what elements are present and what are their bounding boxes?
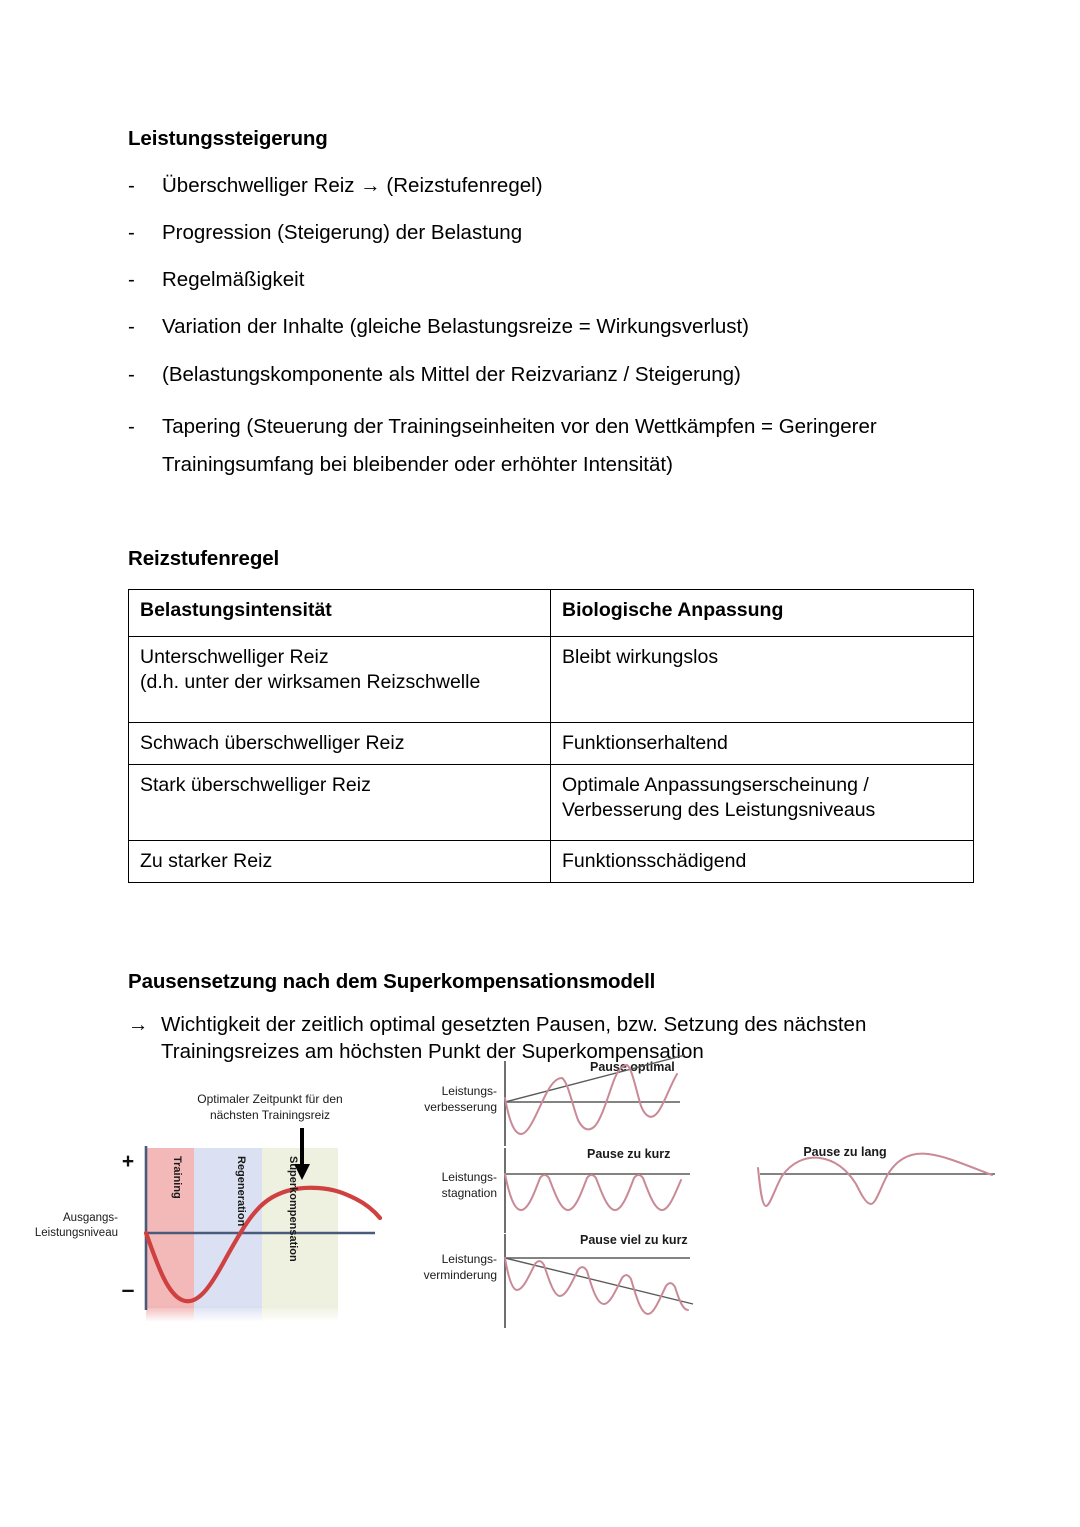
cell-line: Funktionsschädigend (562, 850, 747, 873)
axis-plus-label: + (121, 1150, 135, 1173)
list-item (128, 172, 973, 199)
cell-line: Optimale Anpassungserscheinung / (562, 774, 869, 797)
cell-line: Verbesserung des Leistungsniveaus (562, 799, 876, 822)
band-label-training: Training (171, 1156, 183, 1199)
list-item-text: (Belastungskomponente als Mittel der Reizvarianz / Steigerung) (162, 362, 741, 386)
cell-line: Zu starker Reiz (140, 850, 273, 873)
reizstufenregel-heading: Reizstufenregel (128, 546, 280, 570)
supercompensation-chart (35, 1092, 380, 1322)
side-label-line2: verbesserung (424, 1100, 497, 1114)
table-cell (129, 841, 551, 883)
pause-zu-kurz-chart (442, 1147, 690, 1233)
list-item (128, 361, 973, 388)
band-regeneration (194, 1148, 262, 1308)
cell-line: (d.h. unter der wirksamen Reizschwelle (140, 671, 481, 694)
table-cell (551, 841, 974, 883)
cell-line: Unterschwelliger Reiz (140, 645, 329, 668)
leistungssteigerung-list (128, 172, 973, 484)
table-header-row (129, 590, 974, 636)
chart-title: Pause zu kurz (587, 1147, 671, 1161)
reizstufenregel-table (128, 589, 974, 883)
paragraph-line1: Wichtigkeit der zeitlich optimal gesetzten Pausen, bzw. Setzung des nächsten (161, 1013, 867, 1036)
annotation-line1: Optimaler Zeitpunkt für den (197, 1092, 343, 1106)
baseline-label-line1: Ausgangs- (63, 1212, 118, 1224)
baseline-label-line2: Leistungsniveau (34, 1227, 118, 1239)
cell-line: Bleibt wirkungslos (562, 645, 719, 668)
oscillation-curve (758, 1154, 992, 1206)
list-item-text-line1: Tapering (Steuerung der Trainingseinheiten vor den Wettkämpfen = Geringerer (162, 414, 877, 438)
table-header-cell: Belastungsintensität (129, 590, 551, 636)
band-label-regeneration: Regeneration (235, 1156, 247, 1227)
chart-title: Pause optimal (590, 1060, 675, 1074)
list-marker: - (128, 315, 135, 339)
list-marker: - (128, 414, 135, 438)
table-cell (129, 722, 551, 764)
cell-line: Schwach überschwelliger Reiz (140, 731, 405, 754)
side-label-line1: Leistungs- (441, 1252, 497, 1266)
list-item (128, 408, 973, 484)
table-row (129, 765, 974, 841)
side-label-line1: Leistungs- (441, 1084, 497, 1098)
list-item-text: Überschwelliger Reiz → (Reizstufenregel) (162, 173, 543, 197)
list-item-text: Variation der Inhalte (gleiche Belastungsreize = Wirkungsverlust) (162, 315, 750, 339)
table-row (129, 722, 974, 764)
cell-line: Funktionserhaltend (562, 731, 728, 754)
chart-title: Pause zu lang (803, 1145, 887, 1159)
chart-title: Pause viel zu kurz (580, 1233, 688, 1247)
list-marker: - (128, 173, 135, 197)
document-content (128, 0, 973, 1066)
list-marker: - (128, 220, 135, 244)
oscillation-curve (505, 1174, 681, 1210)
table-cell (551, 636, 974, 722)
paragraph-line2: Trainingsreizes am höchsten Punkt der Superkompensation (161, 1040, 704, 1064)
table-cell (129, 765, 551, 841)
list-marker: - (128, 362, 135, 386)
band-label-superkompensation: Superkompensation (287, 1156, 299, 1262)
pause-zu-lang-chart (758, 1145, 995, 1206)
annotation-line2: nächsten Trainingsreiz (209, 1108, 331, 1122)
list-marker: - (128, 268, 135, 292)
band-training (146, 1148, 194, 1308)
list-item-text: Progression (Steigerung) der Belastung (162, 220, 523, 244)
list-item-text: Regelmäßigkeit (162, 268, 305, 292)
table-cell (551, 765, 974, 841)
right-arrow-icon: → (128, 1013, 149, 1036)
cell-line: Stark überschwelliger Reiz (140, 774, 371, 797)
table-row (129, 841, 974, 883)
pause-optimal-chart (424, 1055, 685, 1146)
pause-viel-zu-kurz-chart (424, 1233, 693, 1328)
axis-minus-label: – (121, 1276, 135, 1302)
table-header-cell: Biologische Anpassung (551, 590, 974, 636)
table-cell (551, 722, 974, 764)
oscillation-curve (505, 1065, 677, 1134)
pausensetzung-heading: Pausensetzung nach dem Superkompensationsmodell (128, 970, 656, 994)
side-label-line2: stagnation (441, 1186, 497, 1200)
page-title: Leistungssteigerung (128, 127, 328, 150)
side-label-line1: Leistungs- (441, 1170, 497, 1184)
trend-line-descending (505, 1258, 693, 1304)
superkompensation-figure (0, 1048, 1080, 1378)
list-item (128, 266, 973, 293)
list-item (128, 219, 973, 246)
oscillation-curve (505, 1258, 688, 1314)
list-item-text-line2: Trainingsumfang bei bleibender oder erhöhter Intensität) (162, 452, 673, 476)
table-cell (129, 636, 551, 722)
table-row (129, 636, 974, 722)
list-item (128, 313, 973, 340)
side-label-line2: verminderung (423, 1268, 497, 1282)
